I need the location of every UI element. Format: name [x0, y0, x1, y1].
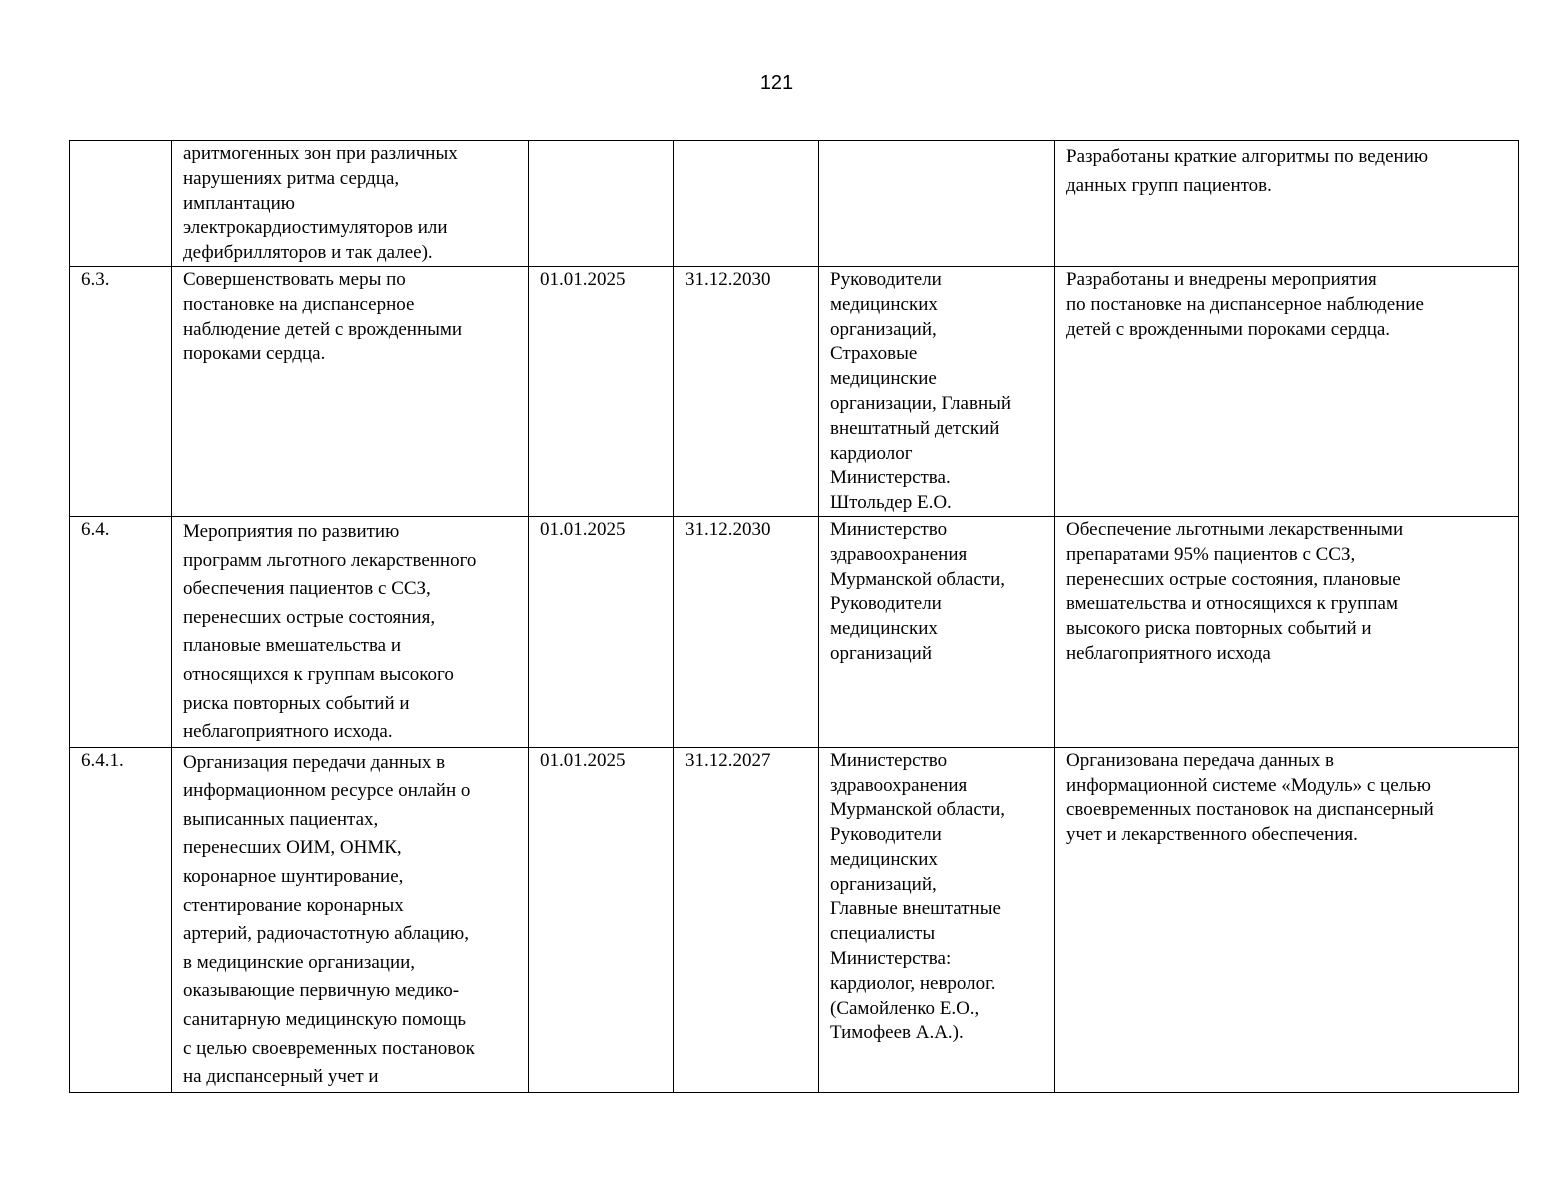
cell-action: Организация передачи данных в информационном ресурсе онлайн о выписанных пациентах, перенесших ОИМ, ОНМК, коронарное шунтирование, стентирование коронарных артерий, радиочастотную аблацию, в медицинские организации, оказывающие первичную медико- санитарную медицинскую помощь с целью своевременных постановок на диспансерный учет и: [172, 747, 529, 1092]
cell-num: [70, 141, 172, 267]
cell-start-date: 01.01.2025: [529, 516, 674, 747]
cell-end-date: 31.12.2027: [674, 747, 819, 1092]
cell-end-date: 31.12.2030: [674, 266, 819, 516]
cell-action: Мероприятия по развитию программ льготного лекарственного обеспечения пациентов с ССЗ, перенесших острые состояния, плановые вмешательства и относящихся к группам высокого риска повторных событий и неблагоприятного исхода.: [172, 516, 529, 747]
table-row: [70, 141, 1519, 267]
cell-result: Обеспечение льготными лекарственными препаратами 95% пациентов с ССЗ, перенесших острые состояния, плановые вмешательства и относящихся к группам высокого риска повторных событий и неблагоприятного исхода: [1055, 516, 1519, 747]
cell-responsible: Министерство здравоохранения Мурманской области, Руководители медицинских организаций, Главные внештатные специалисты Министерства: кардиолог, невролог. (Самойленко Е.О., Тимофеев А.А.).: [819, 747, 1055, 1092]
cell-end-date: 31.12.2030: [674, 516, 819, 747]
cell-num: 6.3.: [70, 266, 172, 516]
cell-start-date: 01.01.2025: [529, 266, 674, 516]
cell-end-date: [674, 141, 819, 267]
cell-responsible: Министерство здравоохранения Мурманской области, Руководители медицинских организаций: [819, 516, 1055, 747]
table-row: [70, 516, 1519, 747]
table-row: [70, 266, 1519, 516]
cell-num: 6.4.: [70, 516, 172, 747]
cell-responsible: [819, 141, 1055, 267]
cell-start-date: [529, 141, 674, 267]
cell-result: Разработаны краткие алгоритмы по ведению данных групп пациентов.: [1055, 141, 1519, 267]
cell-result: Разработаны и внедрены мероприятия по постановке на диспансерное наблюдение детей с врожденными пороками сердца.: [1055, 266, 1519, 516]
cell-action: Совершенствовать меры по постановке на диспансерное наблюдение детей с врожденными пороками сердца.: [172, 266, 529, 516]
cell-result: Организована передача данных в информационной системе «Модуль» с целью своевременных постановок на диспансерный учет и лекарственного обеспечения.: [1055, 747, 1519, 1092]
cell-start-date: 01.01.2025: [529, 747, 674, 1092]
cell-responsible: Руководители медицинских организаций, Страховые медицинские организации, Главный внештатный детский кардиолог Министерства. Штольдер Е.О.: [819, 266, 1055, 516]
page-number: 121: [759, 72, 794, 94]
cell-action: аритмогенных зон при различных нарушениях ритма сердца, имплантацию электрокардиостимуляторов или дефибрилляторов и так далее).: [172, 141, 529, 267]
cell-num: 6.4.1.: [70, 747, 172, 1092]
table-row: [70, 747, 1519, 1092]
plan-table: [69, 140, 1519, 1093]
